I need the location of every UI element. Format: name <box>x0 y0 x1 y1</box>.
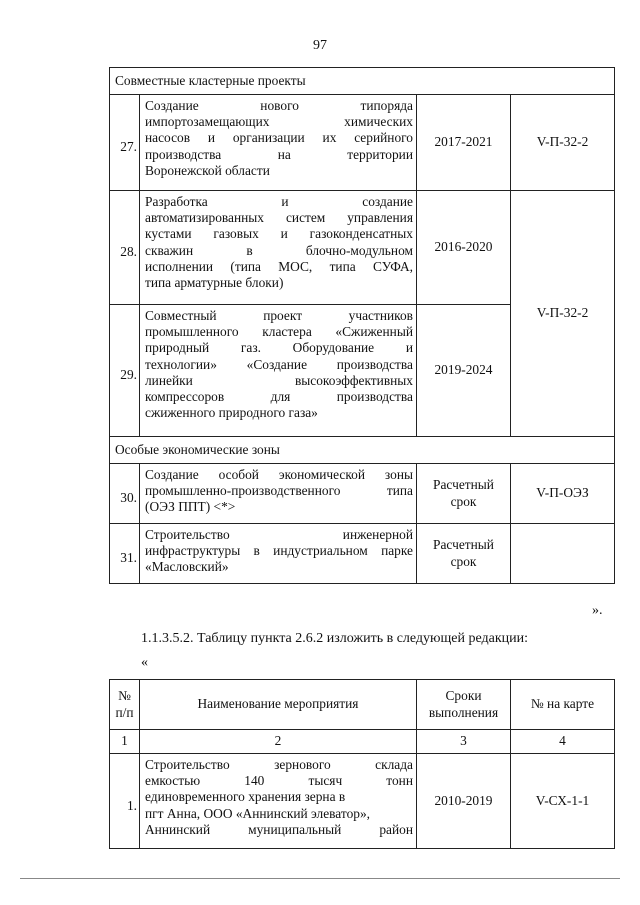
project-name: Создание нового типоряда импортозамещающих химических насосов и организации их серийного производства на территории Воронежской области <box>140 95 417 191</box>
index-cell: 1 <box>110 730 140 754</box>
project-name: Создание особой экономической зоны промышленно-производственного типа (ОЭЗ ППТ) <*> <box>140 464 417 524</box>
table-row <box>110 191 615 305</box>
projects-table <box>109 67 615 584</box>
project-name: Строительство инженерной инфраструктуры в индустриальном парке «Масловский» <box>140 524 417 584</box>
map-number: V-П-32-2 <box>511 191 615 437</box>
project-period: 2016-2020 <box>417 191 511 305</box>
table-row <box>110 464 615 524</box>
project-name: Разработка и создание автоматизированных систем управления кустами газовых и газоконденсатных скважин в блочно-модульном исполнении (типа МОС, типа СУФА, типа арматурные блоки) <box>140 191 417 305</box>
measure-period: 2010-2019 <box>417 754 511 849</box>
map-number <box>511 524 615 584</box>
row-number: 31. <box>110 524 140 584</box>
row-number: 27. <box>110 95 140 191</box>
header-map: № на карте <box>511 680 615 730</box>
measures-table <box>109 679 615 849</box>
section-title: Особые экономические зоны <box>110 437 615 464</box>
table-row <box>110 95 615 191</box>
index-row <box>110 730 615 754</box>
open-quote: « <box>141 655 148 670</box>
project-period: Расчетный срок <box>417 524 511 584</box>
index-cell: 4 <box>511 730 615 754</box>
header-name: Наименование мероприятия <box>140 680 417 730</box>
map-number: V-СХ-1-1 <box>511 754 615 849</box>
table-row <box>110 524 615 584</box>
section-row <box>110 68 615 95</box>
row-number: 1. <box>110 754 140 849</box>
map-number: V-П-32-2 <box>511 95 615 191</box>
index-cell: 2 <box>140 730 417 754</box>
measure-name: Строительство зернового склада емкостью 140 тысяч тонн единовременного хранения зерна в пгт Анна, ООО «Аннинский элеватор», Аннинский муниципальный район <box>140 754 417 849</box>
section-row <box>110 437 615 464</box>
row-number: 29. <box>110 305 140 437</box>
footer-divider <box>20 878 620 879</box>
index-cell: 3 <box>417 730 511 754</box>
map-number: V-П-ОЭЗ <box>511 464 615 524</box>
header-row <box>110 680 615 730</box>
header-num: № п/п <box>110 680 140 730</box>
project-period: Расчетный срок <box>417 464 511 524</box>
project-period: 2017-2021 <box>417 95 511 191</box>
instruction-text: 1.1.3.5.2. Таблицу пункта 2.6.2 изложить в следующей редакции: <box>141 631 529 646</box>
closing-quote: ». <box>592 603 603 618</box>
project-name: Совместный проект участников промышленного кластера «Сжиженный природный газ. Оборудование и технологии» «Создание производства линейки высокоэффективных компрессоров для производства сжиженного природного газа» <box>140 305 417 437</box>
project-period: 2019-2024 <box>417 305 511 437</box>
row-number: 30. <box>110 464 140 524</box>
header-period: Сроки выполнения <box>417 680 511 730</box>
section-title: Совместные кластерные проекты <box>110 68 615 95</box>
page-number: 97 <box>313 38 327 53</box>
table-row <box>110 754 615 849</box>
row-number: 28. <box>110 191 140 305</box>
